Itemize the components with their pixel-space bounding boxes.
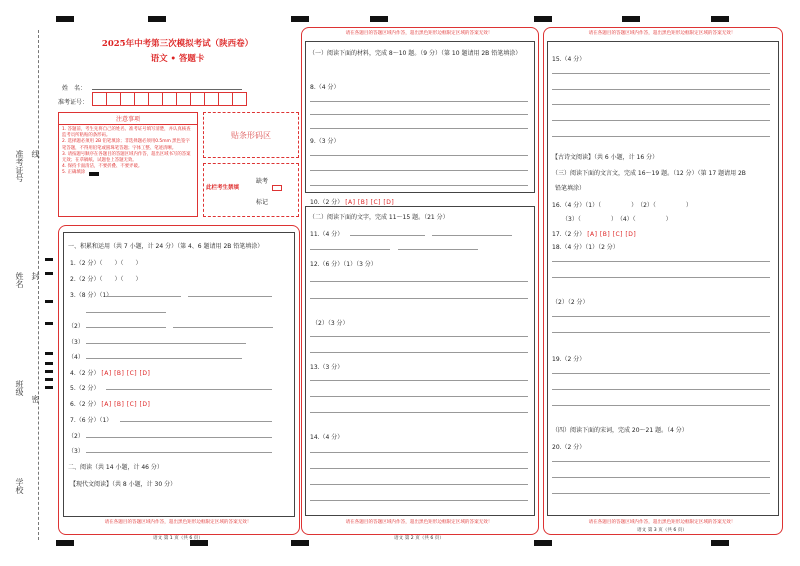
q12-2: （2）（3 分） bbox=[312, 320, 349, 327]
q10: 10.（2 分） [A] [B] [C] [D] bbox=[310, 199, 395, 206]
notice-item-1: 1. 答题前，考生先将自己的姓名、准考证号填写清楚，并认真核查监考员所粘贴的条形码。 bbox=[62, 127, 191, 139]
cut-line bbox=[38, 30, 39, 540]
notice-item-4: 4. 保持卡面清洁，不要折叠、不要弄破。 bbox=[62, 164, 143, 170]
warning-top-p2: 请在各题目的答题区域内作答，超出黑色矩形边框限定区域的答案无效！ bbox=[345, 31, 493, 36]
absent-mark1: 缺考 bbox=[256, 178, 269, 185]
absent-box bbox=[203, 163, 299, 217]
q12: 12.（6 分）（1）（3 分） bbox=[310, 261, 377, 268]
q7-3: （3） bbox=[68, 448, 84, 455]
q10-options[interactable]: [A] [B] [C] [D] bbox=[345, 199, 395, 206]
warning-bottom-p3: 请在各题目的答题区域内作答，超出黑色矩形边框限定区域的答案无效！ bbox=[588, 520, 736, 525]
modern-reading-title: 【现代文阅读】（共 8 小题，计 30 分） bbox=[70, 481, 177, 488]
q17-options[interactable]: [A] [B] [C] [D] bbox=[587, 231, 637, 238]
q3-4: （4） bbox=[68, 354, 84, 361]
q18-2: （2）（2 分） bbox=[552, 299, 589, 306]
p3-intro-4: （四）阅读下面的宋词，完成 20～21 题。（4 分） bbox=[552, 427, 688, 434]
q3-2: （2） bbox=[68, 323, 84, 330]
notice-item-5: 5. 正确填涂 bbox=[62, 170, 86, 176]
q2: 2.（2 分）（ ）（ ） bbox=[70, 276, 142, 283]
notice-item-3: 3. 请按题号顺序在各题目的答题区域内作答，超出区域书写的答案无效；在草稿纸、试题卷上答题无效。 bbox=[62, 151, 191, 164]
section-2-title: 二、阅读（共 14 小题，计 46 分） bbox=[68, 464, 163, 471]
section-1-title: 一、积累和运用（共 7 小题，计 24 分）（第 4、6 题请用 2B 铅笔填涂） bbox=[68, 243, 264, 250]
notice-box bbox=[58, 112, 198, 217]
warning-top-p3: 请在各题目的答题区域内作答，超出黑色矩形边框限定区域的答案无效！ bbox=[588, 31, 736, 36]
side-school: 学校 bbox=[15, 478, 24, 494]
q1: 1.（2 分）（ ）（ ） bbox=[70, 260, 142, 267]
q4: 4.（2 分） [A] [B] [C] [D] bbox=[70, 370, 151, 377]
q7: 7.（6 分）（1） bbox=[70, 417, 113, 424]
q9: 9.（3 分） bbox=[310, 138, 340, 145]
q13: 13.（3 分） bbox=[310, 364, 344, 371]
p3-intro-3: （三）阅读下面的文言文，完成 16～19 题。（12 分）（第 17 题请用 2B bbox=[552, 170, 746, 177]
p2-intro-1: （一）阅读下面的材料，完成 8～10 题。（9 分）（第 10 题请用 2B 铅笔填涂） bbox=[309, 50, 522, 57]
alignment-mark bbox=[534, 540, 552, 546]
q14: 14.（4 分） bbox=[310, 434, 344, 441]
q3-3: （3） bbox=[68, 339, 84, 346]
alignment-mark bbox=[56, 16, 74, 22]
classical-title: 【古诗文阅读】（共 6 小题，计 16 分） bbox=[552, 154, 659, 161]
page-subtitle: 语文 • 答题卡 bbox=[150, 54, 205, 64]
absent-label: 此栏考生禁填 bbox=[206, 185, 240, 191]
answer-box-p2b bbox=[305, 206, 535, 516]
q19: 19.（2 分） bbox=[552, 356, 586, 363]
q11: 11.（4 分） bbox=[310, 231, 344, 238]
q7-2: （2） bbox=[68, 433, 84, 440]
q16-b: （3）（ ） （4）（ ） bbox=[562, 216, 672, 223]
page-title: 2025年中考第三次模拟考试（陕西卷） bbox=[101, 39, 254, 49]
q6-options[interactable]: [A] [B] [C] [D] bbox=[101, 401, 151, 408]
alignment-mark bbox=[622, 16, 640, 22]
alignment-mark bbox=[711, 540, 729, 546]
p3-intro-3b: 铅笔填涂） bbox=[555, 185, 586, 192]
exam-no-label: 准考证号： bbox=[58, 99, 89, 106]
absent-mark2: 标记 bbox=[256, 199, 269, 206]
alignment-mark bbox=[534, 16, 552, 22]
q3: 3.（8 分）（1） bbox=[70, 292, 113, 299]
q5: 5.（2 分） bbox=[70, 385, 100, 392]
name-label: 姓 名： bbox=[62, 85, 87, 92]
q8: 8.（4 分） bbox=[310, 84, 340, 91]
warning-bottom-p1: 请在各题目的答题区域内作答，超出黑色矩形边框限定区域的答案无效！ bbox=[104, 520, 252, 525]
side-exam-no: 准考证号 bbox=[15, 150, 24, 182]
alignment-mark bbox=[370, 16, 388, 22]
q4-options[interactable]: [A] [B] [C] [D] bbox=[101, 370, 151, 377]
side-name: 姓名 bbox=[15, 272, 24, 288]
q20: 20.（2 分） bbox=[552, 444, 586, 451]
q15: 15.（4 分） bbox=[552, 56, 586, 63]
absent-checkbox[interactable] bbox=[272, 185, 282, 191]
warning-bottom-p2: 请在各题目的答题区域内作答，超出黑色矩形边框限定区域的答案无效！ bbox=[345, 520, 493, 525]
alignment-mark bbox=[711, 16, 729, 22]
alignment-mark bbox=[291, 16, 309, 22]
side-seal: 封 bbox=[31, 272, 40, 280]
exam-no-boxes[interactable] bbox=[92, 92, 246, 108]
side-line: 线 bbox=[31, 150, 40, 158]
p2-intro-2: （二）阅读下面的文字，完成 11～15 题。（21 分） bbox=[309, 214, 449, 221]
side-secret: 密 bbox=[31, 395, 40, 403]
side-class: 班级 bbox=[15, 380, 24, 396]
q17: 17.（2 分） [A] [B] [C] [D] bbox=[552, 231, 637, 238]
notice-title: 注意事项 bbox=[59, 113, 197, 125]
q18: 18.（4 分）（1）（2 分） bbox=[552, 244, 619, 251]
alignment-mark bbox=[148, 16, 166, 22]
page-footer-2: 语文 第 2 页（共 6 页） bbox=[394, 536, 444, 541]
q6: 6.（2 分） [A] [B] [C] [D] bbox=[70, 401, 151, 408]
name-field[interactable] bbox=[92, 89, 242, 90]
page-footer-3: 语文 第 3 页（共 6 页） bbox=[637, 528, 687, 533]
barcode-area: 贴条形码区 bbox=[203, 112, 299, 158]
q16: 16.（4 分）（1）（ ） （2）（ ） bbox=[552, 202, 692, 209]
page-footer-1: 语文 第 1 页（共 6 页） bbox=[153, 536, 203, 541]
notice-item-2: 2. 选择题必须用 2B 铅笔填涂；非选择题必须用0.5mm 黑色签字笔答题，不得用铅笔或圆珠笔答题；字体工整、笔迹清晰。 bbox=[62, 139, 190, 151]
